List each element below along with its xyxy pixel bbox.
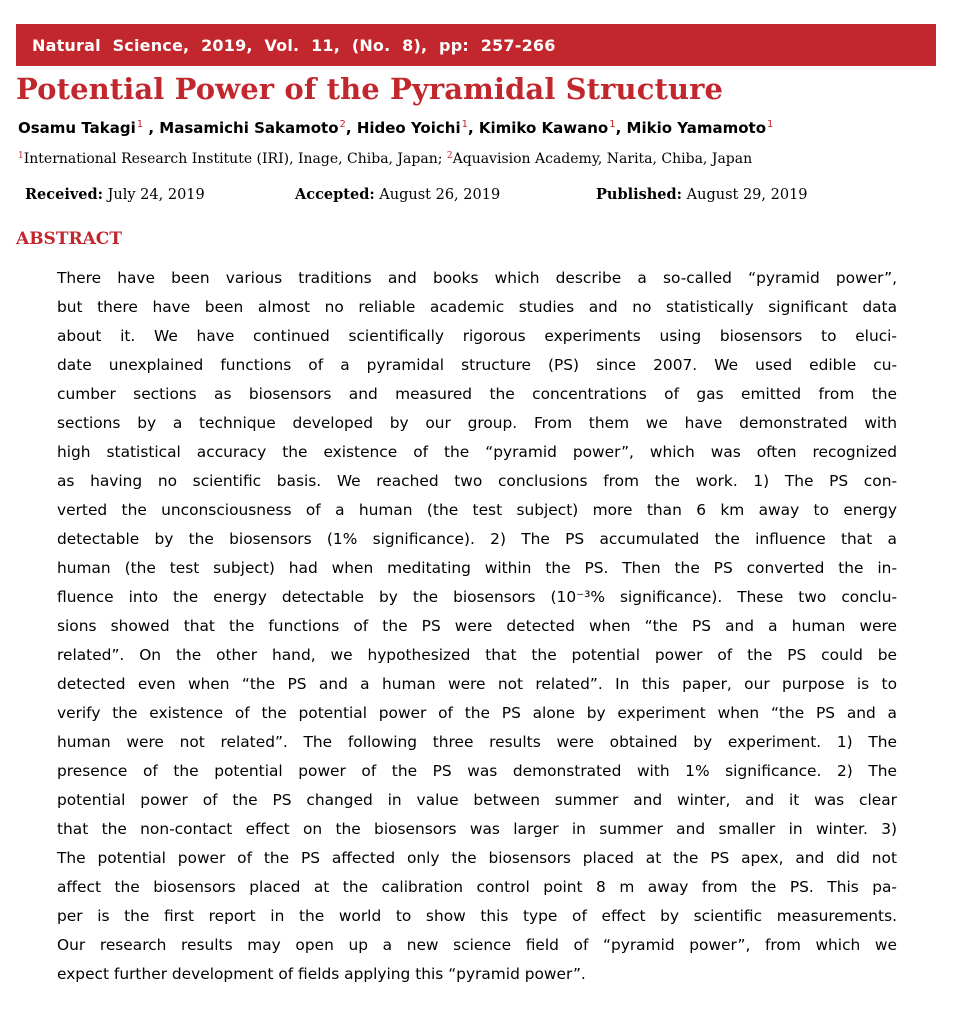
affiliation-number: 1 (18, 151, 24, 161)
published-date (596, 186, 808, 203)
author-list (18, 119, 773, 137)
author-name: Kimiko Kawano (478, 119, 609, 137)
abstract-line: The potential power of the PS affected only the biosensors placed at the PS apex, and did not (57, 849, 897, 867)
abstract-line: There have been various traditions and books which describe a so-called “pyramid power”, (57, 269, 897, 287)
abstract-line: sions showed that the functions of the PS were detected when “the PS and a human were (57, 617, 897, 635)
accepted-date (295, 186, 500, 203)
author-affiliation-mark: 1 (136, 119, 144, 130)
accepted-value: August 26, 2019 (379, 187, 501, 203)
affiliation-text: International Research Institute (IRI), Inage, Chiba, Japan; (23, 151, 447, 167)
author-affiliation-mark: 1 (461, 119, 468, 130)
abstract-line: verify the existence of the potential power of the PS alone by experiment when “the PS and a (57, 704, 897, 722)
abstract-line: human (the test subject) had when meditating within the PS. Then the PS converted the in- (57, 559, 897, 577)
affiliation-number: 2 (446, 151, 453, 161)
abstract-line: detected even when “the PS and a human were not related”. In this paper, our purpose is to (57, 675, 897, 693)
author-affiliation-mark: 1 (767, 119, 774, 130)
author-name: Osamu Takagi (18, 119, 136, 137)
affiliation-text: Aquavision Academy, Narita, Chiba, Japan (452, 151, 753, 167)
received-value: July 24, 2019 (107, 187, 205, 203)
received-date (25, 186, 205, 203)
abstract-line: affect the biosensors placed at the calibration control point 8 m away from the PS. This pa- (57, 878, 897, 896)
paper-title: Potential Power of the Pyramidal Structure (16, 72, 724, 106)
abstract-line: expect further development of fields applying this “pyramid power”. (57, 965, 586, 983)
abstract-line: but there have been almost no reliable academic studies and no statistically significant data (57, 298, 897, 316)
author-name: Hideo Yoichi (356, 119, 461, 137)
author-affiliation-mark: 1 (609, 119, 616, 130)
abstract-body (57, 264, 897, 989)
journal-citation: Natural Science, 2019, Vol. 11, (No. 8), pp: 257-266 (32, 35, 556, 55)
abstract-line: Our research results may open up a new science field of “pyramid power”, from which we (57, 936, 897, 954)
abstract-line: that the non-contact effect on the biosensors was larger in summer and smaller in winter. 3) (57, 820, 897, 838)
author-affiliation-mark: 2 (339, 119, 346, 130)
abstract-line: high statistical accuracy the existence of the “pyramid power”, which was often recognized (57, 443, 897, 461)
author-separator: , (143, 119, 160, 137)
abstract-line: as having no scientific basis. We reached two conclusions from the work. 1) The PS con- (57, 472, 897, 490)
abstract-line: sections by a technique developed by our group. From them we have demonstrated with (57, 414, 897, 432)
affiliations (18, 151, 752, 167)
abstract-line: about it. We have continued scientifically rigorous experiments using biosensors to eluci- (57, 327, 897, 345)
abstract-line: human were not related”. The following three results were obtained by experiment. 1) The (57, 733, 897, 751)
abstract-line: related”. On the other hand, we hypothesized that the potential power of the PS could be (57, 646, 897, 664)
journal-citation-bar (16, 24, 936, 66)
published-label: Published: (596, 186, 683, 203)
accepted-label: Accepted: (295, 186, 375, 203)
abstract-line: potential power of the PS changed in value between summer and winter, and it was clear (57, 791, 897, 809)
abstract-line: date unexplained functions of a pyramidal structure (PS) since 2007. We used edible cu- (57, 356, 897, 374)
abstract-line: cumber sections as biosensors and measured the concentrations of gas emitted from the (57, 385, 897, 403)
abstract-heading: ABSTRACT (16, 229, 122, 249)
published-value: August 29, 2019 (686, 187, 808, 203)
abstract-line: detectable by the biosensors (1% significance). 2) The PS accumulated the influence that a (57, 530, 897, 548)
author-name: Mikio Yamamoto (626, 119, 767, 137)
author-name: Masamichi Sakamoto (159, 119, 339, 137)
author-separator: , (615, 119, 627, 137)
author-separator: , (467, 119, 479, 137)
publication-dates (0, 186, 953, 206)
abstract-line: per is the first report in the world to show this type of effect by scientific measurements. (57, 907, 897, 925)
abstract-line: fluence into the energy detectable by the biosensors (10⁻³% significance). These two conclu- (57, 588, 897, 606)
received-label: Received: (25, 186, 103, 203)
abstract-line: presence of the potential power of the PS was demonstrated with 1% significance. 2) The (57, 762, 897, 780)
author-separator: , (345, 119, 357, 137)
abstract-line: verted the unconsciousness of a human (the test subject) more than 6 km away to energy (57, 501, 897, 519)
